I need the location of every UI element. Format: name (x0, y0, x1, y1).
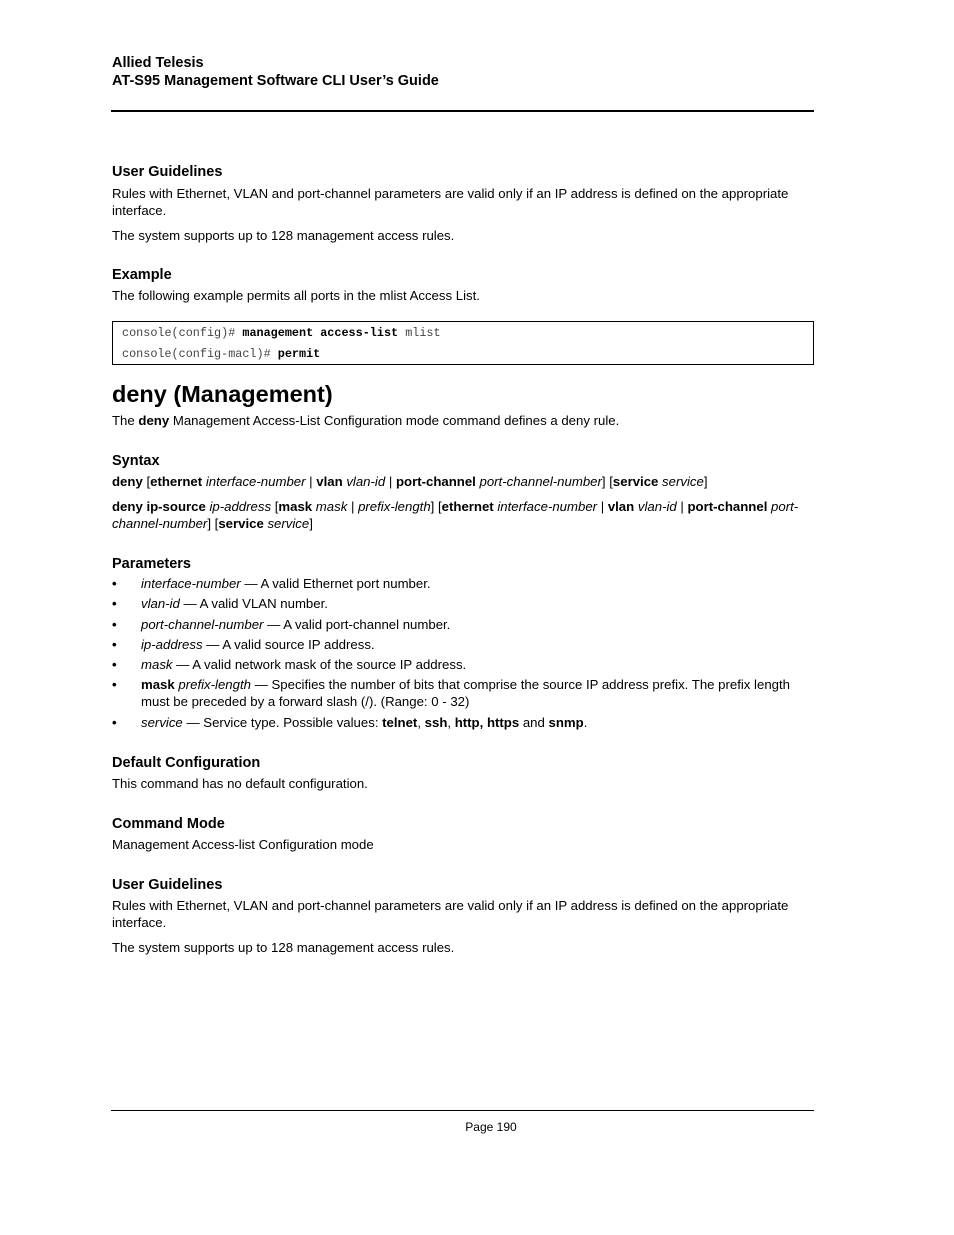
bullet: • (112, 636, 117, 652)
keyword-text: ssh (424, 714, 448, 730)
example-text: The following example permits all ports in the mlist Access List. (112, 288, 480, 303)
header-company: Allied Telesis (112, 55, 204, 71)
plain-text: — Service type. Possible values: (182, 714, 383, 730)
plain-text: — A valid port-channel number. (263, 616, 451, 632)
param-text (141, 617, 450, 632)
variable-text: ip-address (209, 499, 272, 514)
keyword-text: deny ip-source (112, 499, 206, 514)
list-item (112, 636, 812, 653)
variable-text: service (662, 474, 704, 489)
keyword-text: ethernet (150, 474, 203, 489)
variable-text: service (267, 516, 310, 531)
keyword-text: http, https (454, 714, 520, 730)
user-guidelines-heading: User Guidelines (112, 877, 223, 893)
list-item (112, 714, 812, 731)
plain-text: — A valid source IP address. (202, 636, 375, 652)
plain-text: ] (309, 516, 313, 531)
section-intro (112, 412, 812, 429)
bullet: • (112, 677, 117, 693)
section-title: deny (Management) (112, 381, 333, 407)
plain-text: | (597, 499, 608, 514)
variable-text: vlan-id (637, 499, 677, 514)
plain-text: | (676, 499, 688, 514)
page-number: Page 190 (465, 1120, 517, 1134)
keyword-text: mask (278, 499, 313, 514)
keyword-text: port-channel (395, 474, 476, 489)
prev-user-guidelines-p1: Rules with Ethernet, VLAN and port-channel parameters are valid only if an IP address is defined on the appropriate interface. (112, 186, 789, 218)
parameters-heading: Parameters (112, 556, 191, 572)
keyword-text: snmp (548, 714, 584, 730)
bullet: • (112, 596, 117, 612)
user-guidelines-p2: The system supports up to 128 management access rules. (112, 940, 455, 955)
bullet: • (112, 576, 117, 591)
param-text (141, 715, 587, 730)
parameters-list (112, 575, 812, 734)
keyword-text: service (612, 474, 659, 489)
keyword-text: mask (141, 677, 175, 693)
plain-text: — A valid Ethernet port number. (240, 576, 431, 591)
variable-text: interface-number (497, 499, 598, 514)
keyword-text: deny (112, 474, 143, 489)
param-text (141, 657, 466, 672)
code-command: permit (277, 347, 321, 361)
syntax-line-1 (112, 473, 812, 490)
plain-text: ] [ (207, 516, 219, 531)
variable-text: port-channel-number (479, 474, 602, 489)
code-line (122, 326, 441, 340)
default-config-heading: Default Configuration (112, 755, 261, 771)
intro-text: Management Access-List Configuration mode command defines a deny rule. (169, 413, 620, 428)
variable-text: vlan-id (141, 596, 180, 612)
syntax-heading: Syntax (112, 453, 160, 469)
prev-user-guidelines-p2: The system supports up to 128 management access rules. (112, 228, 455, 243)
list-item (112, 595, 812, 612)
plain-text: , (447, 714, 455, 730)
keyword-text: telnet (382, 714, 418, 730)
keyword-text: ethernet (441, 499, 494, 514)
plain-text: and (519, 714, 549, 730)
syntax-line-2 (112, 498, 812, 532)
code-line (122, 347, 320, 361)
variable-text: prefix-length (178, 677, 251, 693)
param-text (141, 596, 328, 611)
variable-text: port-channel-number (112, 499, 799, 531)
list-item (112, 656, 812, 673)
variable-text: prefix-length (358, 499, 431, 514)
keyword-text: vlan (316, 474, 343, 489)
plain-text: [ (271, 499, 279, 514)
plain-text: ] [ (430, 499, 442, 514)
prev-user-guidelines-heading: User Guidelines (112, 164, 223, 180)
plain-text: — A valid network mask of the source IP address. (172, 657, 467, 673)
code-command: management access-list (242, 326, 399, 340)
plain-text: | (385, 474, 396, 489)
plain-text: — A valid VLAN number. (179, 596, 328, 612)
plain-text: ] (703, 474, 708, 489)
default-config-text: This command has no default configuration. (112, 776, 368, 791)
header-guide-title: AT-S95 Management Software CLI User’s Guide (112, 73, 439, 89)
variable-text: mask (315, 499, 348, 514)
param-text (141, 677, 790, 709)
list-item (112, 575, 812, 592)
intro-text: The (112, 413, 139, 428)
list-item (112, 676, 812, 710)
variable-text: mask (141, 657, 173, 673)
variable-text: vlan-id (346, 474, 386, 489)
plain-text: . (583, 714, 588, 730)
bullet: • (112, 616, 117, 632)
header-rule (111, 110, 814, 112)
keyword-text: vlan (607, 499, 635, 514)
variable-text: port-channel-number (141, 616, 264, 632)
code-argument: mlist (398, 326, 441, 340)
variable-text: ip-address (141, 636, 203, 652)
footer-rule (111, 1110, 814, 1111)
param-text (141, 637, 375, 652)
plain-text: , (417, 714, 425, 730)
variable-text: interface-number (141, 576, 241, 591)
example-heading: Example (112, 267, 172, 283)
keyword-text: service (218, 516, 264, 531)
code-example-box (112, 321, 814, 365)
keyword-text: port-channel (687, 499, 768, 514)
plain-text: ] [ (601, 474, 613, 489)
code-prompt: console(config)# (122, 326, 243, 340)
bullet: • (112, 657, 117, 673)
command-mode-text: Management Access-list Configuration mode (112, 837, 374, 852)
intro-command: deny (138, 413, 170, 428)
list-item (112, 616, 812, 633)
code-prompt: console(config-macl)# (122, 347, 278, 361)
param-text (141, 576, 431, 591)
plain-text: — Specifies the number of bits that comprise the source IP address prefix. The prefix length must be preceded by a forward slash (/). (Range: 0 - 32) (141, 677, 790, 710)
plain-text: [ (142, 474, 151, 489)
bullet: • (112, 714, 117, 730)
variable-text: interface-number (205, 474, 306, 489)
user-guidelines-p1: Rules with Ethernet, VLAN and port-channel parameters are valid only if an IP address is defined on the appropriate interface. (112, 898, 789, 930)
variable-text: service (141, 714, 183, 730)
plain-text: | (305, 474, 317, 489)
command-mode-heading: Command Mode (112, 816, 225, 832)
plain-text: | (347, 499, 359, 514)
